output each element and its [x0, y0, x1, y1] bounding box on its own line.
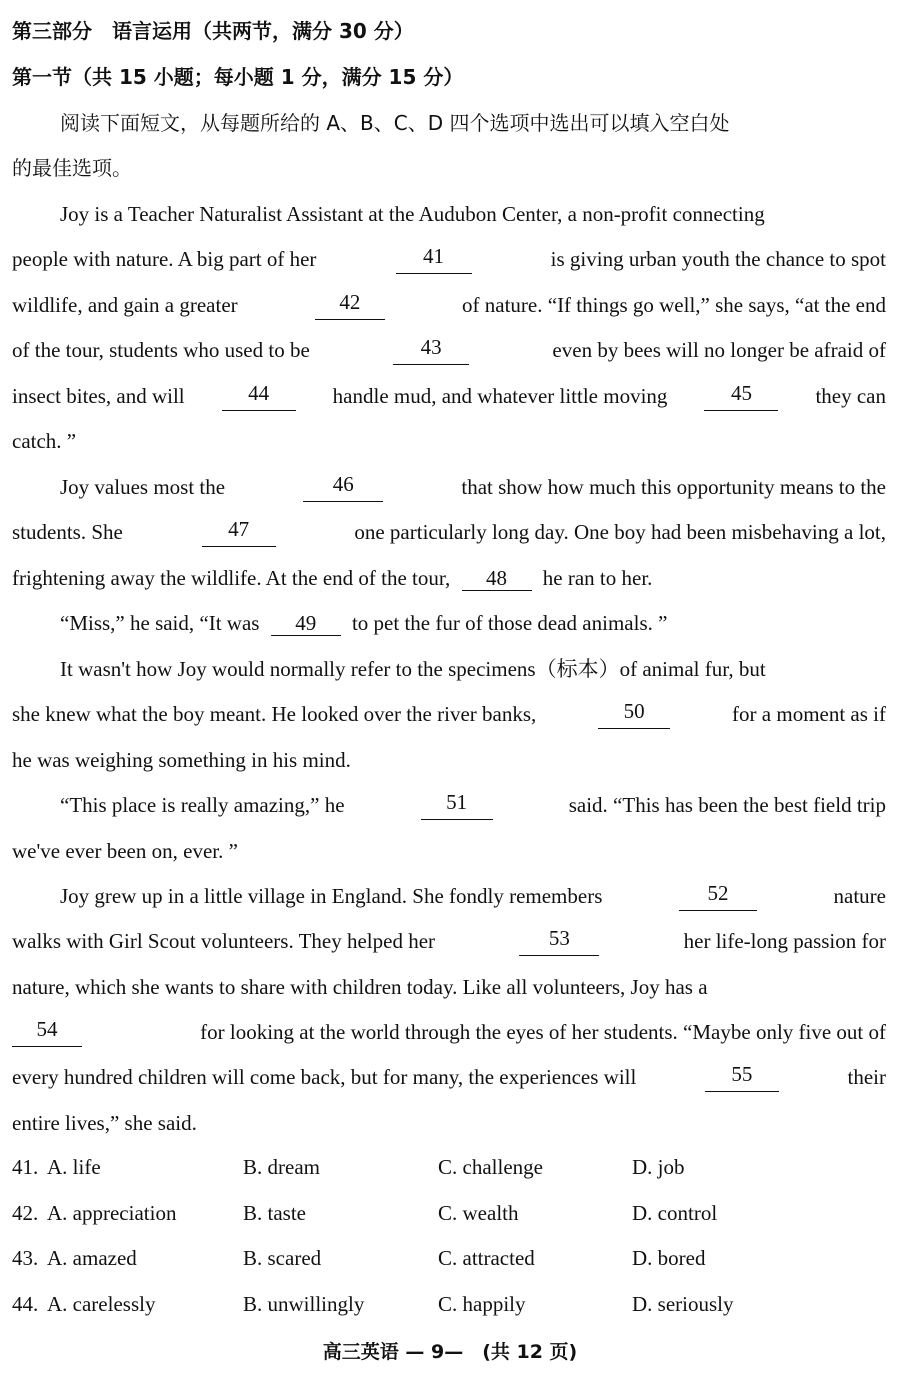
option-c: C. attracted — [438, 1246, 535, 1270]
passage-text: wildlife, and gain a greater — [12, 293, 238, 317]
question-number: 42. — [12, 1201, 39, 1225]
option-a: A. life — [47, 1155, 101, 1179]
passage-text: “This place is really amazing,” he — [60, 793, 345, 817]
passage-text: for looking at the world through the eyes of her students. “Maybe only five out of — [200, 1020, 886, 1044]
passage-text: that show how much this opportunity means to the — [461, 475, 886, 499]
question-number: 43. — [12, 1246, 39, 1270]
page-footer: 高三英语 — 9— (共 12 页) — [322, 1341, 578, 1363]
passage-line — [12, 381, 886, 411]
passage-text: handle mud, and whatever little moving — [332, 384, 668, 408]
question-number: 44. — [12, 1292, 39, 1316]
passage-text: they can — [815, 384, 886, 408]
passage-text: for a moment as if — [732, 702, 886, 726]
passage-line: we've ever been on, ever. ” — [12, 839, 238, 863]
blank-48: 48 — [462, 566, 532, 591]
passage-text: said. “This has been the best field trip — [568, 793, 886, 817]
passage-line — [60, 790, 886, 820]
passage-text: frightening away the wildlife. At the end of the tour, — [12, 566, 451, 590]
passage-text: is giving urban youth the chance to spot — [550, 247, 886, 271]
blank-47: 47 — [202, 517, 276, 547]
passage-line: It wasn't how Joy would normally refer to the specimens（标本）of animal fur, but — [60, 657, 766, 681]
passage-text: walks with Girl Scout volunteers. They helped her — [12, 929, 436, 953]
passage-line — [60, 881, 886, 911]
passage-line — [12, 926, 886, 956]
passage-line: nature, which she wants to share with children today. Like all volunteers, Joy has a — [12, 975, 708, 999]
blank-54: 54 — [12, 1017, 82, 1047]
instruction-line: 阅读下面短文，从每题所给的 A、B、C、D 四个选项中选出可以填入空白处 — [60, 111, 730, 135]
passage-line — [12, 1017, 886, 1047]
passage-text: to pet the fur of those dead animals. ” — [351, 611, 668, 635]
blank-43: 43 — [393, 335, 469, 365]
passage-line — [60, 608, 886, 638]
passage-text: Joy values most the — [60, 475, 226, 499]
passage-line — [12, 699, 886, 729]
passage-line — [60, 472, 886, 502]
option-b: B. taste — [243, 1201, 306, 1225]
blank-46: 46 — [303, 472, 383, 502]
passage-text: Joy grew up in a little village in England. She fondly remembers — [60, 884, 603, 908]
option-d: D. bored — [632, 1246, 706, 1270]
blank-41: 41 — [396, 244, 472, 274]
passage-line — [12, 290, 886, 320]
passage-text: of nature. “If things go well,” she says, “at the end — [462, 293, 886, 317]
option-d: D. job — [632, 1155, 685, 1179]
option-b: B. scared — [243, 1246, 322, 1270]
passage-line: Joy is a Teacher Naturalist Assistant at the Audubon Center, a non-profit connecting — [60, 202, 765, 226]
passage-text: her life-long passion for — [683, 929, 886, 953]
passage-text: every hundred children will come back, but for many, the experiences will — [12, 1065, 637, 1089]
passage-text: nature — [833, 884, 886, 908]
blank-49: 49 — [271, 611, 341, 636]
passage-text: he ran to her. — [542, 566, 653, 590]
passage-text: insect bites, and will — [12, 384, 185, 408]
passage-text: their — [847, 1065, 886, 1089]
passage-line — [12, 563, 886, 593]
passage-line: entire lives,” she said. — [12, 1111, 197, 1135]
passage-text: people with nature. A big part of her — [12, 247, 317, 271]
passage-line — [12, 1062, 886, 1092]
option-a: A. carelessly — [47, 1292, 156, 1316]
blank-55: 55 — [705, 1062, 779, 1092]
blank-52: 52 — [679, 881, 757, 911]
passage-line: he was weighing something in his mind. — [12, 748, 351, 772]
passage-line: catch. ” — [12, 429, 77, 453]
subsection-title: 第一节（共 15 小题；每小题 1 分，满分 15 分） — [12, 65, 464, 89]
passage-text: “Miss,” he said, “It was — [60, 611, 260, 635]
blank-44: 44 — [222, 381, 296, 411]
blank-51: 51 — [421, 790, 493, 820]
option-d: D. seriously — [632, 1292, 734, 1316]
passage-text: even by bees will no longer be afraid of — [552, 338, 886, 362]
option-b: B. unwillingly — [243, 1292, 365, 1316]
passage-line — [12, 517, 886, 547]
option-c: C. happily — [438, 1292, 526, 1316]
option-a: A. amazed — [47, 1246, 137, 1270]
passage-text: students. She — [12, 520, 123, 544]
option-c: C. challenge — [438, 1155, 543, 1179]
option-d: D. control — [632, 1201, 718, 1225]
passage-text: she knew what the boy meant. He looked over the river banks, — [12, 702, 537, 726]
blank-45: 45 — [704, 381, 778, 411]
option-c: C. wealth — [438, 1201, 519, 1225]
passage-text: one particularly long day. One boy had been misbehaving a lot, — [354, 520, 886, 544]
blank-53: 53 — [519, 926, 599, 956]
blank-42: 42 — [315, 290, 385, 320]
option-a: A. appreciation — [47, 1201, 177, 1225]
passage-line — [12, 335, 886, 365]
passage-text: of the tour, students who used to be — [12, 338, 310, 362]
option-b: B. dream — [243, 1155, 320, 1179]
blank-50: 50 — [598, 699, 670, 729]
passage-line — [12, 244, 886, 274]
question-number: 41. — [12, 1155, 39, 1179]
instruction-line: 的最佳选项。 — [12, 156, 132, 180]
section-title: 第三部分 语言运用（共两节，满分 30 分） — [12, 19, 414, 43]
